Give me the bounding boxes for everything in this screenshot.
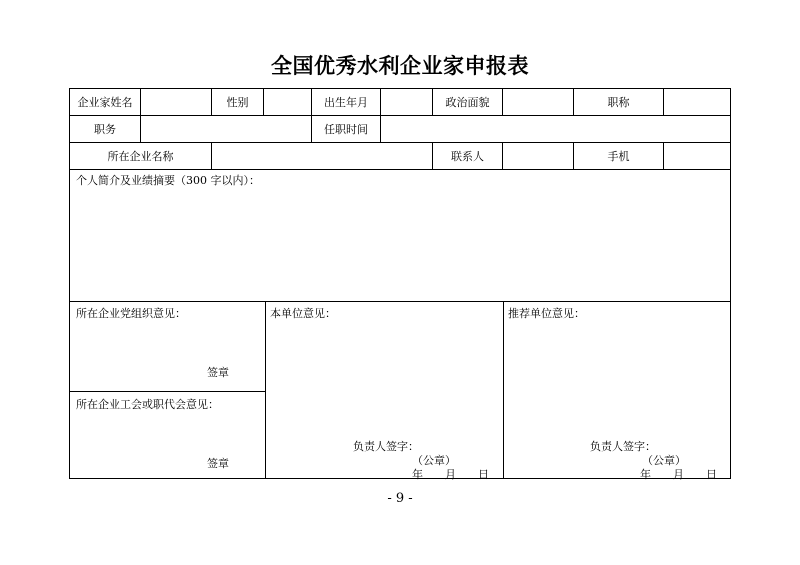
union-seal-label: 签章 — [207, 457, 229, 470]
recommend-opinion-label: 推荐单位意见： — [508, 307, 585, 320]
row-divider — [70, 391, 265, 392]
bio-text-area[interactable] — [71, 189, 729, 299]
tenure-field[interactable] — [381, 116, 730, 142]
row-divider — [70, 301, 730, 302]
party-opinion-label: 所在企业党组织意见： — [76, 307, 186, 320]
birth-date-field[interactable] — [381, 89, 432, 115]
gender-field[interactable] — [264, 89, 311, 115]
company-name-label: 所在企业名称 — [107, 150, 174, 163]
mobile-phone-label: 手机 — [607, 150, 630, 163]
recommend-date-label: 年 月 日 — [640, 468, 717, 481]
professional-title-field[interactable] — [664, 89, 730, 115]
recommend-signer-label: 负责人签字： — [590, 440, 656, 453]
gender-label: 性别 — [226, 96, 249, 109]
row-divider — [70, 169, 730, 170]
contact-person-field[interactable] — [503, 143, 573, 169]
professional-title-label: 职称 — [607, 96, 630, 109]
birth-date-label: 出生年月 — [324, 96, 368, 109]
application-form-table — [69, 88, 731, 479]
recommend-stamp-label: （公章） — [642, 454, 686, 467]
unit-opinion-label: 本单位意见： — [270, 307, 336, 320]
political-status-field[interactable] — [503, 89, 573, 115]
col-divider — [503, 301, 504, 479]
bio-label: 个人简介及业绩摘要（300 字以内）： — [76, 174, 260, 187]
applicant-name-field[interactable] — [141, 89, 211, 115]
union-opinion-label: 所在企业工会或职代会意见： — [76, 398, 219, 411]
position-label: 职务 — [94, 123, 116, 136]
applicant-name-label: 企业家姓名 — [77, 96, 133, 109]
unit-signer-label: 负责人签字： — [353, 440, 419, 453]
contact-person-label: 联系人 — [451, 150, 484, 163]
political-status-label: 政治面貌 — [445, 96, 490, 109]
company-name-field[interactable] — [212, 143, 432, 169]
page-number: - 9 - — [387, 491, 413, 506]
position-field[interactable] — [141, 116, 311, 142]
form-title: 全国优秀水利企业家申报表 — [271, 54, 529, 78]
mobile-phone-field[interactable] — [664, 143, 730, 169]
unit-stamp-label: （公章） — [412, 454, 456, 467]
unit-date-label: 年 月 日 — [412, 468, 489, 481]
tenure-label: 任职时间 — [324, 123, 368, 136]
party-seal-label: 签章 — [207, 366, 229, 379]
col-divider — [265, 301, 266, 479]
